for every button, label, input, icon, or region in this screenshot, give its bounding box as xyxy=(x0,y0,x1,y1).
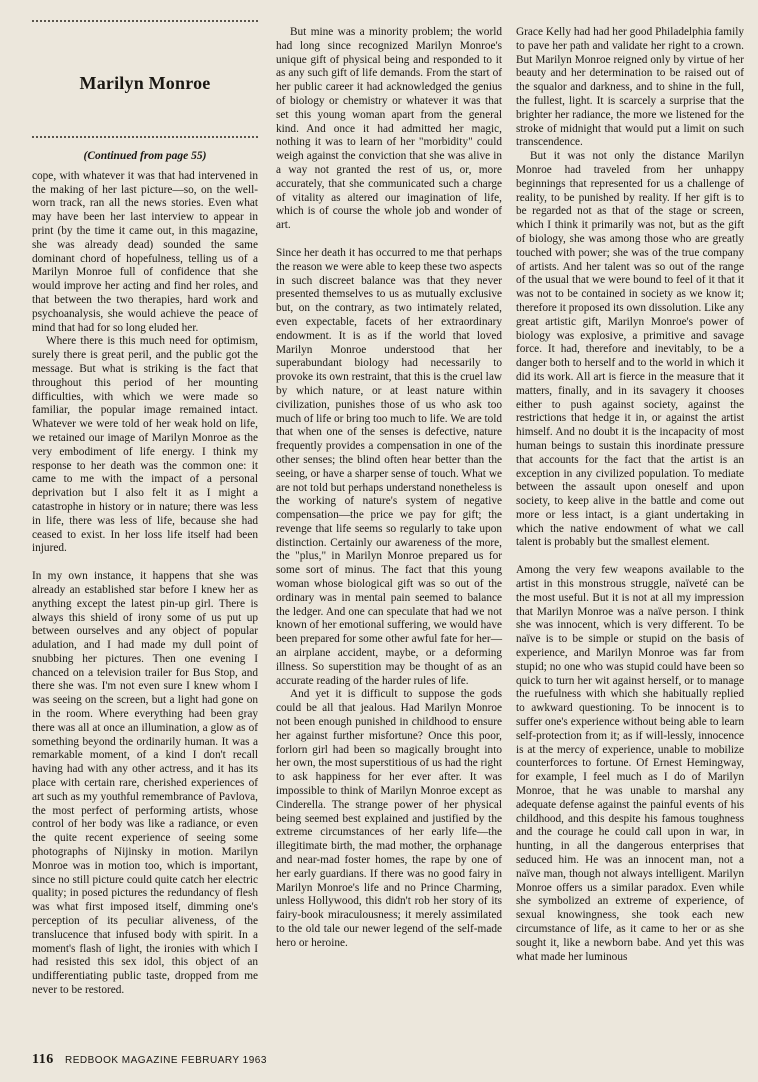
heading-rule xyxy=(32,136,258,138)
column-3 xyxy=(516,26,744,964)
page-footer xyxy=(32,1052,267,1068)
page-number: 116 xyxy=(32,1052,54,1067)
column-1 xyxy=(32,20,258,998)
paragraph: In my own instance, it happens that she was already an established star before I knew her as anything except the latest pin-up girl. There is always this shield of irony some of us put up between ourselves and any object of popular adulation, and I had made my dull point of snubbing her pictures. Then one evening I chanced on a television trailer for Bus Stop, and there she was. I'm not even sure I knew whom I was seeing on the screen, but a light had gone on in the room. Where everything had been gray there was all at once an illumination, a glow as of something beyond the ordinarily human. It was a remarkable moment, of a kind I don't recall having had with any other actress, and it has its place with certain rare, cherished experiences of art such as my youthful remembrance of Pavlova, the most perfect of performing artists, whose control of her body was like a radiance, or even the quite recent experience of seeing some photographs of Nijinsky in motion. Marilyn Monroe was in motion too, which is important, since no still picture could quite catch her electric quality; in posed pictures the redundancy of flesh was what first imposed itself, dimming one's perception of its peculiar aliveness, of the translucence that infused body with spirit. In a moment's flash of light, the ironies with which I had resisted this sex idol, this object of an undifferentiating public taste, dropped from me never to be restored. xyxy=(32,570,258,997)
column-2 xyxy=(276,26,502,951)
paragraph: cope, with whatever it was that had intervened in the making of her last picture—so, on the well-worn track, ran all the news stories. Even what may have been her last interview to appear in print (by the time it came out, in this magazine, she was already dead) sounded the same dominant chord of hopefulness, telling us of a Marilyn Monroe full of confidence that she would improve her acting and find her roles, and that between the two therapies, hard work and psychoanalysis, she would achieve the peace of mind that had for so long eluded her. xyxy=(32,169,258,334)
paragraph: Since her death it has occurred to me that perhaps the reason we were able to keep these two aspects in such discreet balance was that they never presented themselves to us as mutually exclusive but, on the contrary, as two intimately related, even expectable, facets of her extraordinary endowment. It is as if the world that loved Marilyn Monroe understood that her superabundant biology had necessarily to provoke its own restraint, that this is the cruel law by which nature, or at least nature within civilization, punishes those of us who ask too much of life or bring too much to life. We are told that when one of the senses is defective, nature frequently provides a compensation in one of the other senses; the blind often hear better than the seeing, or have a sharper sense of touch. What we are not told but perhaps understand nonetheless is the working of nature's system of negative compensation—the price we pay for gift; the revenge that life seems so regularly to take upon distinction. Certainly our awareness of the more, the "plus," in Marilyn Monroe prepared us for some sort of minus. The fact that this young woman whose biological gift was so out of the ordinary was in mental pain seemed to balance the ledger. And one can speculate that had we not known of her emotional suffering, we would have been prepared for some other awful fate for her—an airplane accident, maybe, or a deforming illness. So superstition may be thought of as an accurate reading of the harder rules of life. xyxy=(276,246,503,687)
top-rule xyxy=(32,20,258,22)
article-heading: Marilyn Monroe xyxy=(79,73,211,93)
paragraph: Among the very few weapons available to the artist in this monstrous struggle, naïveté can be the most useful. But it is not at all my impression that Marilyn Monroe was a naïve person. I think she was innocent, which is very different. To be naïve is to be simple or stupid on the basis of experience, and Marilyn Monroe was far from stupid; no one who was stupid could have been so quick to turn her wit against herself, or to manage the ruefulness with which she habitually replied to awkward questioning. To be innocent is to suffer one's experience without being able to learn self-protection from it; as if will-lessly, innocence is at the mercy of experience, unable to mobilize counterforces to fortune. Of Ernest Hemingway, for example, I feel much as I do of Marilyn Monroe, that he was unable to marshal any adequate defense against the painful events of his childhood, and this despite his famous toughness and the courage he could call upon in war, in hunting, in all the dangerous enterprises that seduced him. He was an innocent man, not a naïve man, though not always intelligent. Marilyn Monroe offers us a similar paradox. Even while she symbolized an extreme of experience, of sexual knowingness, she took each new circumstance of life, as it came to her or as she sought it, like a newborn babe. And yet this was what made her luminous xyxy=(516,564,744,963)
paragraph: But it was not only the distance Marilyn Monroe had traveled from her unhappy beginnings that represented for us a challenge of reality, to be punished by reality. If her gift is to be regarded not as that of the stage or screen, which I think it primarily was not, but as the gift of biology, she was among those who are greatly touched with power; she was of the true company of artists. And her talent was so out of the range of the usual that we were bound to feel of it that it was not to be contained in society as we know it; therefore it proposed its own dissolution. Like any great artistic gift, Marilyn Monroe's power of biology was explosive, a primitive and savage force. It had, therefore and inevitably, to be a danger both to herself and to the world in which it did its work. All art is fierce in the measure that it matters, finally, and in its savagery it chooses either to push against society, against the restrictions that hedge it in, or against the artist himself. And no doubt it is the incapacity of most human beings to sustain this inordinate pressure that accounts for the fact that the artist is an exception in any civilized population. To mediate between the assault upon oneself and upon society, to keep alive in the battle and come out more or less intact, is a giant undertaking in which the native endowment of what we call talent is probably but the smallest element. xyxy=(516,150,744,549)
paragraph: And yet it is difficult to suppose the gods could be all that jealous. Had Marilyn Monroe not been enough punished in childhood to ensure her against further misfortune? Once this poor, forlorn girl had been so magically brought into her own, the most superstitious of us had the right to ask happiness for her ever after. It was impossible to think of Marilyn Monroe except as Cinderella. The strange power of her physical being seemed best explained and justified by the extreme circumstances of her early life—the illegitimate birth, the mad mother, the orphanage and near-mad foster homes, the rape by one of her early guardians. If there was no good fairy in Marilyn Monroe's life and no Prince Charming, unless Hollywood, this didn't rob her story of its fairy-book miraculousness; it merely assimilated to the old tale our newer legend of the self-made hero or heroine. xyxy=(276,688,502,949)
continued-note: (Continued from page 55) xyxy=(83,150,207,162)
paragraph: Grace Kelly had had her good Philadelphia family to pave her path and validate her right to a crown. But Marilyn Monroe reigned only by virtue of her beauty and her determination to be raised out of the squalor and darkness, and to shine in the full, the fullest, light. It is scarcely a surprise that the brighter her radiance, the more we listened for the stroke of midnight that would put a limit on such transcendence. xyxy=(516,26,744,149)
paragraph: But mine was a minority problem; the world had long since recognized Marilyn Monroe's unique gift of physical being and responded to it as any such gift of life demands. From the start of her public career it had acknowledged the genius of biology or chemistry or whatever it was that set this young woman apart from the general kind. And once it had admitted her magic, nothing it was to learn of her "morbidity" could weigh against the conviction that she was alive in a way not granted the rest of us, or, more accurately, that she communicated such a charge of vitality as altered our imagination of life, which is of course the whole job and wonder of art. xyxy=(276,26,502,232)
publication-line: REDBOOK MAGAZINE FEBRUARY 1963 xyxy=(65,1055,267,1066)
paragraph: Where there is this much need for optimism, surely there is great peril, and the public got the message. But what is striking is the fact that throughout this period of her mounting difficulties, with which we were made so familiar, the popular image remained intact. Whatever we were told of her weak hold on life, we retained our image of Marilyn Monroe as the very embodiment of life energy. I think my response to her death was the common one: it came to me with the impact of a personal deprivation but I also felt it as I might a catastrophe in history or in nature; there was less in life, there was less of life, because she had ceased to exist. In her loss life itself had been injured. xyxy=(32,335,258,555)
